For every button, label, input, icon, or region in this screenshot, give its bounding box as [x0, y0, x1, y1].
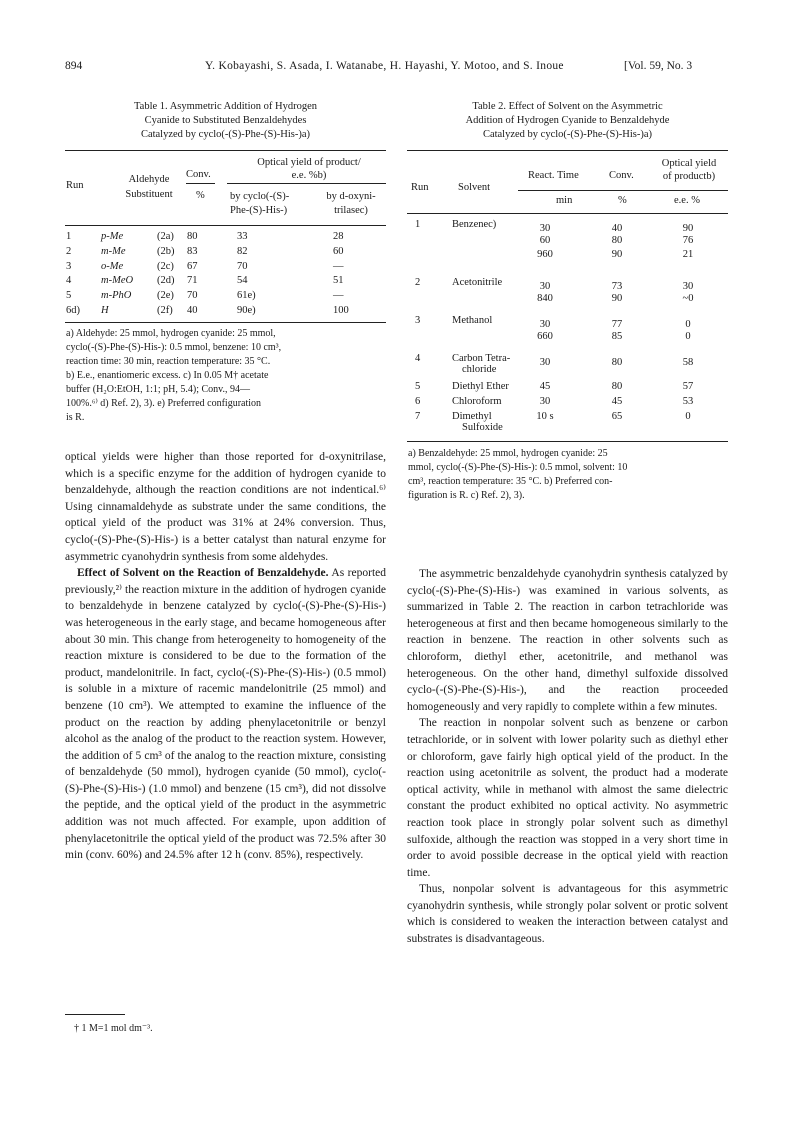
t1-cell-d: 28	[333, 231, 344, 242]
t2-head-solvent: Solvent	[458, 182, 491, 193]
t1-footnote-line: reaction time: 30 min, reaction temperature: 35 °C.	[66, 356, 271, 367]
t2-cell-solvent: Carbon Tetra- chloride	[452, 353, 511, 375]
t2-cell-ee: 30	[682, 281, 694, 292]
body-paragraph: As reported previously,²⁾ the reaction mixture in the addition of hydrogen cyanide to benzaldehyde in benzene catalyzed by cyclo(-(S)-Phe-(S)-His-) was heterogeneous in the early stage, and became homogeneous after about 30 min. This change from heterogeneity to homogeneity of the reaction mixture is considered to be due to the formation of the product, mandelonitrile. In fact, cyclo(-(S)-Phe-(S)-His-) (0.5 mmol) is soluble in a mixture of racemic mandelonitrile (25 mmol) and benzene (10 cm³). We attempted to examine the influence of the product on the reaction by adding phenylacetonitrile or benzyl alcohol as the analog of the product to the reaction system. However, the addition of 5 cm³ of the analog to the reaction mixture, consisting of benzaldehyde (50 mmol), hydrogen cyanide (50 mmol), cyclo(-(S)-Phe-(S)-His-) (1.0 mmol) and benzene (15 cm³), did not dissolve the peptide, and the optical yield of the product in the asymmetric addition was not much affected. For example, upon addition of phenylacetonitrile the optical yield of the product was 72.5% after 30 min (conv. 60%) and 24.5% after 12 h (conv. 85%), respectively.	[65, 567, 386, 862]
t2-cell-ee: ~0	[682, 293, 694, 304]
table1-caption-line: Table 1. Asymmetric Addition of Hydrogen	[134, 101, 317, 112]
t2-cell-run: 2	[415, 277, 421, 288]
t1-head-optical-line: e.e. %b)	[291, 170, 327, 181]
t1-cell-d: 51	[333, 275, 344, 287]
t1-footnote-line: buffer (H₂O:EtOH, 1:1; pH, 5.4); Conv., 94—	[66, 384, 251, 395]
t1-cell-run: 2	[66, 245, 72, 257]
t2-head-optical-line: of productb)	[662, 171, 716, 182]
t1-head-by-d-line: trilasec)	[334, 205, 368, 216]
t1-cell-conv: 67	[187, 260, 198, 272]
t1-footnote-line: a) Aldehyde: 25 mmol, hydrogen cyanide: 25 mmol,	[66, 328, 276, 339]
table2-caption-line: Catalyzed by cyclo(-(S)-Phe-(S)-His-)a)	[482, 129, 653, 140]
t2-cell-solvent-cont: Sulfoxide	[462, 422, 503, 433]
t2-cell-run: 5	[415, 381, 421, 392]
t2-head-conv: Conv.	[609, 170, 634, 181]
t2-cell-run: 6	[415, 396, 421, 407]
t2-cell-time: 60	[539, 235, 551, 246]
t1-cell-run: 5	[66, 290, 72, 302]
t1-head-by-cyclo-line: Phe-(S)-His-)	[230, 205, 288, 216]
t1-cell-code: (2f)	[157, 305, 173, 316]
t2-cell-ee: 0	[685, 331, 691, 342]
t1-head-conv: Conv.	[186, 169, 211, 180]
t2-cell-conv: 77	[611, 319, 623, 330]
running-authors: Y. Kobayashi, S. Asada, I. Watanabe, H. Hayashi, Y. Motoo, and S. Inoue	[205, 60, 564, 72]
t2-cell-solvent: Chloroform	[452, 396, 502, 407]
t1-cell-code: (2b)	[157, 245, 175, 257]
t1-cell-d: —	[333, 260, 344, 272]
t2-cell-time: 30	[539, 396, 551, 407]
t2-head-optical	[650, 157, 728, 183]
t1-footnote-line: is R.	[66, 412, 85, 423]
t1-cell-run: 6d)	[66, 305, 80, 316]
t2-head-time: React. Time	[528, 170, 579, 181]
table2-footnotes	[408, 447, 728, 503]
t1-cell-conv: 71	[187, 275, 198, 287]
footnote-unit: † 1 M=1 mol dm⁻³.	[74, 1023, 153, 1034]
t2-cell-conv: 45	[611, 396, 623, 407]
t2-cell-run: 7	[415, 411, 421, 422]
t1-cell-run: 4	[66, 275, 72, 287]
t2-cell-conv: 73	[611, 281, 623, 292]
table2-sub-rule	[518, 190, 728, 191]
t2-cell-conv: 85	[611, 331, 623, 342]
t1-cell-cyclo: 90e)	[237, 305, 256, 316]
table2-head-rule	[407, 213, 728, 214]
body-paragraph: Thus, nonpolar solvent is advantageous for this asymmetric cyanohydrin synthesis, while strongly polar solvent or protic solvent which is considered to weaken the interaction between catalyst and substrates is disadvantageous.	[407, 883, 728, 946]
t1-head-optical	[232, 156, 386, 182]
t1-cell-cyclo: 70	[237, 260, 248, 272]
table2-bottom-rule	[407, 441, 728, 442]
t2-head-optical-line: Optical yield	[661, 158, 717, 169]
t1-cell-d: —	[333, 290, 344, 302]
t1-head-by-cyclo-line: by cyclo(-(S)-	[230, 191, 290, 202]
t1-cell-sub: m-PhO	[101, 290, 132, 302]
t2-cell-conv: 90	[611, 293, 623, 304]
t1-cell-sub: o-Me	[101, 260, 124, 272]
t1-head-by-d-line: by d-oxyni-	[326, 191, 376, 202]
table1-caption	[65, 100, 386, 142]
table1-top-rule	[65, 150, 386, 151]
t2-cell-solvent: Methanol	[452, 315, 493, 326]
table1-footnotes	[66, 327, 386, 425]
table1-head-rule	[65, 225, 386, 226]
t1-head-conv-unit: %	[196, 190, 205, 201]
t2-cell-ee: 58	[682, 357, 694, 368]
t2-footnote-line: a) Benzaldehyde: 25 mmol, hydrogen cyanide: 25	[408, 448, 608, 459]
t2-cell-time: 30	[539, 223, 551, 234]
t2-cell-ee: 21	[682, 249, 694, 260]
t1-cell-cyclo: 61e)	[237, 290, 256, 302]
t2-head-run: Run	[411, 182, 429, 193]
section-heading: Effect of Solvent on the Reaction of Benzaldehyde.	[77, 567, 329, 580]
left-column	[65, 449, 386, 864]
t2-cell-time: 30	[539, 319, 551, 330]
body-paragraph: The asymmetric benzaldehyde cyanohydrin synthesis catalyzed by cyclo(-(S)-Phe-(S)-His-) was examined in various solvents, as summarized in Table 2. The reaction in carbon tetrachloride was heterogeneous at first and then became homogeneous similarly to the reaction in benzene. The reaction in other solvents such as chloroform, diethyl ether, acetonitrile, and methanol was heterogeneous. On the other hand, dimethyl sulfoxide dissolved cyclo-(-(S)-Phe-(S)-His-), and the reaction proceeded homogeneously and very rapidly to complete within a few minutes.	[407, 568, 728, 713]
t2-cell-solvent-cont: chloride	[462, 364, 497, 375]
t1-cell-code: (2c)	[157, 260, 174, 272]
t1-head-run: Run	[66, 180, 84, 191]
t1-cell-run: 3	[66, 260, 72, 272]
t2-cell-conv: 80	[611, 235, 623, 246]
t1-head-aldehyde-line: Substituent	[125, 189, 173, 200]
right-column	[407, 566, 728, 948]
t2-cell-run: 3	[415, 315, 421, 326]
t1-cell-code: (2d)	[157, 275, 175, 287]
t1-footnote-line: 100%.⁶⁾ d) Ref. 2), 3). e) Preferred configuration	[66, 398, 262, 409]
t1-cell-code: (2e)	[157, 290, 174, 302]
t1-cell-conv: 80	[187, 231, 198, 242]
t1-cell-sub: m-MeO	[101, 275, 134, 287]
t1-cell-cyclo: 54	[237, 275, 248, 287]
table1-bottom-rule	[65, 322, 386, 323]
t2-cell-conv: 80	[611, 357, 623, 368]
t1-head-by-d	[318, 190, 384, 218]
t2-cell-time: 960	[537, 249, 553, 260]
t1-cell-sub: m-Me	[101, 245, 126, 257]
t2-footnote-line: figuration is R. c) Ref. 2), 3).	[408, 490, 525, 501]
t2-head-time-unit: min	[556, 195, 573, 206]
t2-cell-solvent: Dimethyl Sulfoxide	[452, 411, 503, 433]
t2-cell-ee: 53	[682, 396, 694, 407]
t2-cell-run: 4	[415, 353, 421, 364]
t1-footnote-line: cyclo(-(S)-Phe-(S)-His-): 0.5 mmol, benzene: 10 cm³,	[66, 342, 282, 353]
page-number: 894	[65, 60, 83, 72]
t2-footnote-line: cm³, reaction temperature: 35 °C. b) Preferred con-	[408, 476, 613, 487]
t2-cell-conv: 40	[611, 223, 623, 234]
t2-cell-run: 1	[415, 219, 421, 230]
t1-cell-sub: p-Me	[101, 231, 124, 242]
t1-head-optical-line: Optical yield of product/	[257, 157, 361, 168]
body-paragraph: The reaction in nonpolar solvent such as benzene or carbon tetrachloride, or in solvent with lower polarity such as diethyl ether or chloroform, gave fairly high optical yield of the product. In the reaction using acetonitrile as solvent, the product had a moderate optical activity, while in methanol with almost the same dielectric constant the product exhibited no optical activity. No asymmetric reaction took place in strongly polar solvent such as dimethyl sulfoxide, although the reaction was stopped in a very short time in order to avoid possible decrease in the optical yield with reaction time.	[407, 717, 728, 879]
t1-cell-cyclo: 33	[237, 231, 248, 242]
t2-footnote-line: mmol, cyclo(-(S)-Phe-(S)-His-): 0.5 mmol, solvent: 10	[408, 462, 628, 473]
running-volume: [Vol. 59, No. 3	[624, 60, 693, 72]
t1-cell-conv: 70	[187, 290, 198, 302]
table2-top-rule	[407, 150, 728, 151]
t1-cell-d: 60	[333, 245, 344, 257]
t2-cell-time: 30	[539, 281, 551, 292]
t1-cell-run: 1	[66, 231, 72, 242]
t2-cell-ee: 0	[685, 319, 691, 330]
t1-cell-d: 100	[333, 305, 349, 316]
t1-cell-code: (2a)	[157, 231, 174, 242]
t2-cell-time: 30	[539, 357, 551, 368]
t1-cell-conv: 40	[187, 305, 198, 316]
t2-cell-time: 10 s	[536, 411, 554, 422]
t2-head-conv-unit: %	[618, 195, 627, 206]
table2-caption-line: Addition of Hydrogen Cyanide to Benzaldehyde	[465, 115, 670, 126]
table1-caption-line: Catalyzed by cyclo(-(S)-Phe-(S)-His-)a)	[140, 129, 311, 140]
t2-cell-solvent: Acetonitrile	[452, 277, 503, 288]
t2-cell-ee: 90	[682, 223, 694, 234]
t1-head-by-cyclo	[230, 190, 289, 218]
body-paragraph: optical yields were higher than those reported for d-oxynitrilase, which is a specific enzyme for the addition of hydrogen cyanide to benzaldehyde, although the reaction conditions are not indentical.⁶⁾ Using cinnamaldehyde as substrate under the same conditions, the optical yield of the product was 31% at 24% conversion. Thus, cyclo(-(S)-Phe-(S)-His-) is a better catalyst than natural enzyme for asymmetric cyanohydrin synthesis from some aldehydes.	[65, 451, 386, 563]
footnote-rule	[65, 1014, 125, 1015]
t2-cell-time: 840	[537, 293, 553, 304]
t2-cell-conv: 90	[611, 249, 623, 260]
body-paragraph-with-heading	[65, 565, 386, 864]
t1-cell-conv: 83	[187, 245, 198, 257]
t2-cell-ee: 0	[685, 411, 691, 422]
t2-cell-time: 45	[539, 381, 551, 392]
t2-cell-solvent: Benzenec)	[452, 219, 497, 230]
table2-caption	[407, 100, 728, 142]
t2-head-optical-unit: e.e. %	[674, 195, 700, 206]
t1-footnote-line: b) E.e., enantiomeric excess. c) In 0.05 M† acetate	[66, 370, 269, 381]
table1-conv-rule	[186, 183, 215, 184]
table1-sub-rule	[227, 183, 386, 184]
t2-cell-conv: 65	[611, 411, 623, 422]
t2-cell-time: 660	[537, 331, 553, 342]
t2-cell-ee: 76	[682, 235, 694, 246]
t2-cell-conv: 80	[611, 381, 623, 392]
t2-cell-ee: 57	[682, 381, 694, 392]
t1-head-aldehyde	[114, 174, 184, 200]
t2-cell-solvent: Diethyl Ether	[452, 381, 509, 392]
t1-cell-cyclo: 82	[237, 245, 248, 257]
t1-head-aldehyde-line: Aldehyde	[128, 174, 170, 185]
table1-caption-line: Cyanide to Substituted Benzaldehydes	[144, 115, 307, 126]
t1-cell-sub: H	[101, 305, 109, 316]
table2-caption-line: Table 2. Effect of Solvent on the Asymmetric	[472, 101, 663, 112]
